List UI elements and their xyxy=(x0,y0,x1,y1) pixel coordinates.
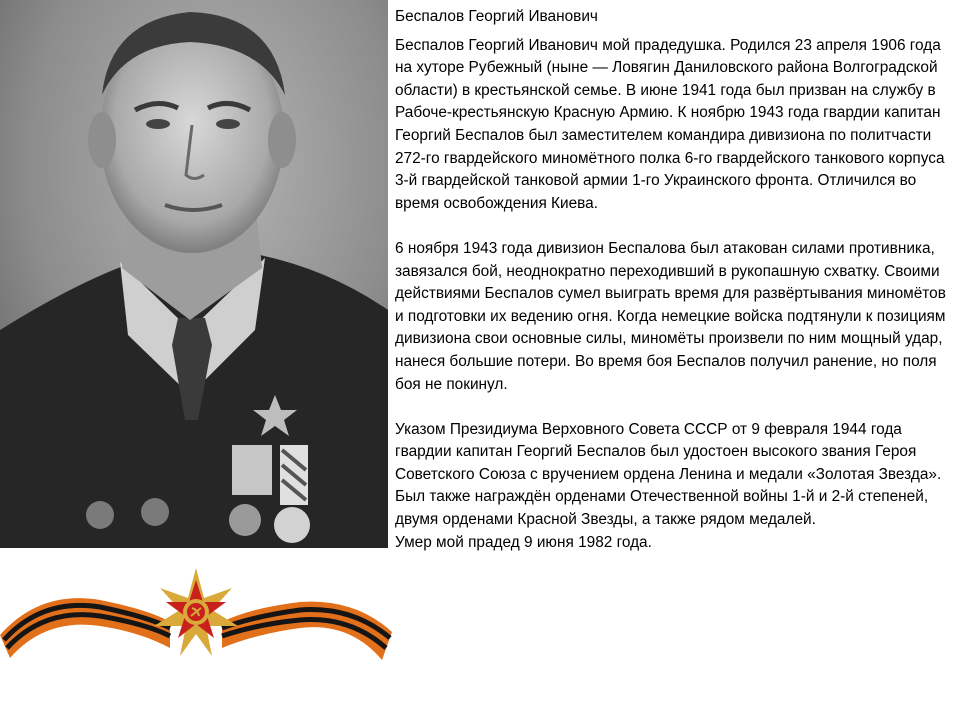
portrait-photo xyxy=(0,0,388,548)
paragraph-award: Указом Президиума Верховного Совета СССР от 9 февраля 1944 года гвардии капитан Георгий Беспалов был удостоен высокого звания Героя Советского Союза с вручением ордена Ленина и медали «Золотая Звезда». Был также награждён орденами Отечественной войны 1-й и 2-й степеней, двумя орденами Красной Звезды, а также рядом медалей. xyxy=(395,420,942,529)
paragraph-battle: 6 ноября 1943 года дивизион Беспалова был атакован силами противника, завязался бой, неоднократно переходивший в рукопашную схватку. Своими действиями Беспалов сумел выиграть время для развёртывания миномётов и подготовки их ведению огня. Когда немецкие войска подтянули к позициям дивизиона свои основные силы, миномёты произвели по ним мощный удар, нанеся большие потери. Во время боя Беспалов получил ранение, но поля боя не покинул. xyxy=(395,239,946,393)
page-title: Беспалов Георгий Иванович xyxy=(395,8,598,25)
paragraph-biography: Беспалов Георгий Иванович мой прадедушка. Родился 23 апреля 1906 года на хуторе Рубежный (ныне — Ловягин Даниловского района Волгоградской области) в крестьянской семье. В июне 1941 года был призван на службу в Рабоче-крестьянскую Красную Армию. К ноябрю 1943 года гвардии капитан Георгий Беспалов был заместителем командира дивизиона по политчасти 272-го гвардейского миномётного полка 6-го гвардейского танкового корпуса 3-й гвардейской танковой армии 1-го Украинского фронта. Отличился во время освобождения Киева. xyxy=(395,36,945,212)
st-george-ribbon-with-order-icon xyxy=(0,560,392,670)
paragraph-death: Умер мой прадед 9 июня 1982 года. xyxy=(395,533,652,551)
biography-text xyxy=(395,6,955,554)
